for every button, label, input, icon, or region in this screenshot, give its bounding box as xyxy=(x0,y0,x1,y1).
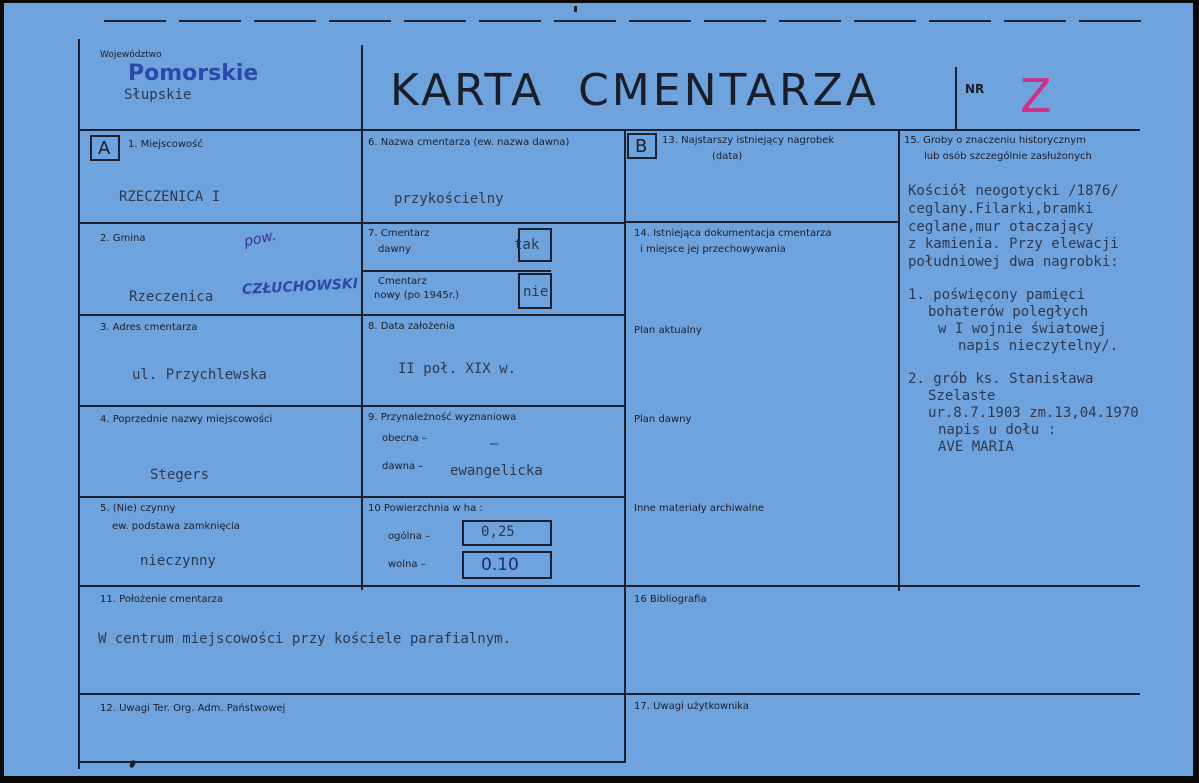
dash-line xyxy=(704,20,766,22)
divider-col-1 xyxy=(361,45,363,590)
field-15-line: AVE MARIA xyxy=(938,439,1014,455)
field-2-value: Rzeczenica xyxy=(129,289,214,305)
field-4-value: Stegers xyxy=(150,467,210,483)
dash-line xyxy=(629,20,691,22)
field-7-nowy-label: Cmentarz xyxy=(378,276,427,287)
pow-note: pow. xyxy=(242,227,278,251)
row-line xyxy=(78,693,1140,695)
region-typed: Słupskie xyxy=(124,87,192,103)
field-10-label: 10 Powierzchnia w ha : xyxy=(368,503,483,514)
wolna-box xyxy=(462,551,552,579)
dawna-value: ewangelicka xyxy=(450,463,543,479)
field-7-nowy-sublabel: nowy (po 1945r.) xyxy=(374,290,459,301)
field-6-label: 6. Nazwa cmentarza (ew. nazwa dawna) xyxy=(368,137,570,148)
nowy-value: nie xyxy=(523,284,549,300)
card-title: KARTA CMENTARZA xyxy=(390,65,879,116)
dash-line xyxy=(854,20,916,22)
row-line xyxy=(78,314,624,316)
field-15-line: napis u dołu : xyxy=(938,422,1057,438)
nowy-checkbox xyxy=(518,273,552,309)
row-line xyxy=(361,270,551,272)
dash-line xyxy=(179,20,241,22)
plan-dawny-label: Plan dawny xyxy=(634,414,692,425)
field-15-line: bohaterów poległych xyxy=(928,304,1089,320)
field-5-sublabel: ew. podstawa zamknięcia xyxy=(112,521,240,532)
inne-materialy-label: Inne materiały archiwalne xyxy=(634,503,765,514)
dash-line xyxy=(329,20,391,22)
nr-box-divider xyxy=(955,67,957,129)
wolna-value: 0.10 xyxy=(481,555,519,575)
ogolna-label: ogólna – xyxy=(388,531,431,542)
divider-col-2 xyxy=(624,129,626,761)
field-1-label: 1. Miejscowość xyxy=(128,139,203,150)
dawny-value: tak xyxy=(514,237,540,253)
field-15-line: ur.8.7.1903 zm.13,04.1970 xyxy=(928,405,1139,421)
dash-line xyxy=(779,20,841,22)
field-3-label: 3. Adres cmentarza xyxy=(100,322,198,333)
dash-line xyxy=(1004,20,1066,22)
field-15-line: 2. grób ks. Stanisława xyxy=(908,371,1094,387)
field-15-line: 1. poświęcony pamięci xyxy=(908,287,1086,303)
wojewodztwo-label: Województwo xyxy=(100,50,162,60)
field-11-label: 11. Położenie cmentarza xyxy=(100,594,223,605)
field-6-value: przykościelny xyxy=(394,191,504,207)
dawna-label: dawna – xyxy=(382,461,424,472)
field-1-value: RZECZENICA I xyxy=(119,189,221,205)
row-line xyxy=(78,496,624,498)
field-14-label: 14. Istniejąca dokumentacja cmentarza xyxy=(634,228,832,239)
field-3-value: ul. Przychlewska xyxy=(132,367,267,383)
wolna-label: wolna – xyxy=(388,559,426,570)
row-line xyxy=(78,405,624,407)
field-8-label: 8. Data założenia xyxy=(368,321,455,332)
divider-col-3 xyxy=(898,129,900,591)
obecna-value: – xyxy=(490,436,499,452)
top-tick-mark xyxy=(574,6,577,12)
row-line xyxy=(78,585,1140,587)
region-stamp: Pomorskie xyxy=(128,61,259,86)
field-15-line: napis nieczytelny/. xyxy=(958,338,1119,354)
dash-line xyxy=(254,20,316,22)
field-16-label: 16 Bibliografia xyxy=(634,594,707,605)
field-12-label: 12. Uwagi Ter. Org. Adm. Państwowej xyxy=(100,703,286,714)
section-a-letter: A xyxy=(98,138,111,159)
field-14-sublabel: i miejsce jej przechowywania xyxy=(640,244,786,255)
bottom-line xyxy=(78,761,626,763)
plan-aktualny-label: Plan aktualny xyxy=(634,325,702,336)
dash-line xyxy=(1079,20,1141,22)
field-15-line: w I wojnie światowej xyxy=(938,321,1107,337)
field-15-line: ceglane,mur otaczający xyxy=(908,219,1094,235)
field-15-line: Kościół neogotycki /1876/ xyxy=(908,183,1119,199)
dash-line xyxy=(479,20,541,22)
dash-line xyxy=(404,20,466,22)
nr-value: Z xyxy=(1020,69,1052,123)
field-13-sublabel: (data) xyxy=(712,151,743,162)
powiat-stamp: CZŁUCHOWSKI xyxy=(241,275,359,299)
row-line xyxy=(78,222,624,224)
field-15-line: ceglany.Filarki,bramki xyxy=(908,201,1094,217)
left-border xyxy=(78,39,80,769)
field-7-dawny-label: dawny xyxy=(378,244,411,255)
field-7-label: 7. Cmentarz xyxy=(368,228,430,239)
dash-line xyxy=(104,20,166,22)
field-2-label: 2. Gmina xyxy=(100,233,146,244)
field-15-line: Szelaste xyxy=(928,388,996,404)
field-11-value: W centrum miejscowości przy kościele parafialnym. xyxy=(98,631,512,647)
field-5-value: nieczynny xyxy=(140,553,216,569)
field-4-label: 4. Poprzednie nazwy miejscowości xyxy=(100,414,273,425)
field-15-label: 15. Groby o znaczeniu historycznym xyxy=(904,135,1086,146)
dash-line xyxy=(554,20,616,22)
dash-line xyxy=(929,20,991,22)
field-15-sublabel: lub osób szczególnie zasłużonych xyxy=(924,151,1092,162)
field-8-value: II poł. XIX w. xyxy=(398,361,517,377)
ogolna-value: 0,25 xyxy=(481,524,515,540)
obecna-label: obecna – xyxy=(382,433,427,444)
field-5-label: 5. (Nie) czynny xyxy=(100,503,176,514)
row-line xyxy=(624,221,898,223)
field-15-line: południowej dwa nagrobki: xyxy=(908,254,1119,270)
field-15-line: z kamienia. Przy elewacji xyxy=(908,236,1119,252)
section-b-letter: B xyxy=(635,136,648,157)
field-13-label: 13. Najstarszy istniejący nagrobek xyxy=(662,135,835,146)
header-bottom-line xyxy=(78,129,1140,131)
field-17-label: 17. Uwagi użytkownika xyxy=(634,701,750,712)
field-9-label: 9. Przynależność wyznaniowa xyxy=(368,412,517,423)
cemetery-card xyxy=(4,3,1193,776)
section-a-box xyxy=(90,135,120,161)
nr-label: NR xyxy=(965,82,985,96)
ogolna-box xyxy=(462,520,552,546)
dawny-checkbox xyxy=(514,228,552,262)
section-b-box xyxy=(627,133,657,159)
